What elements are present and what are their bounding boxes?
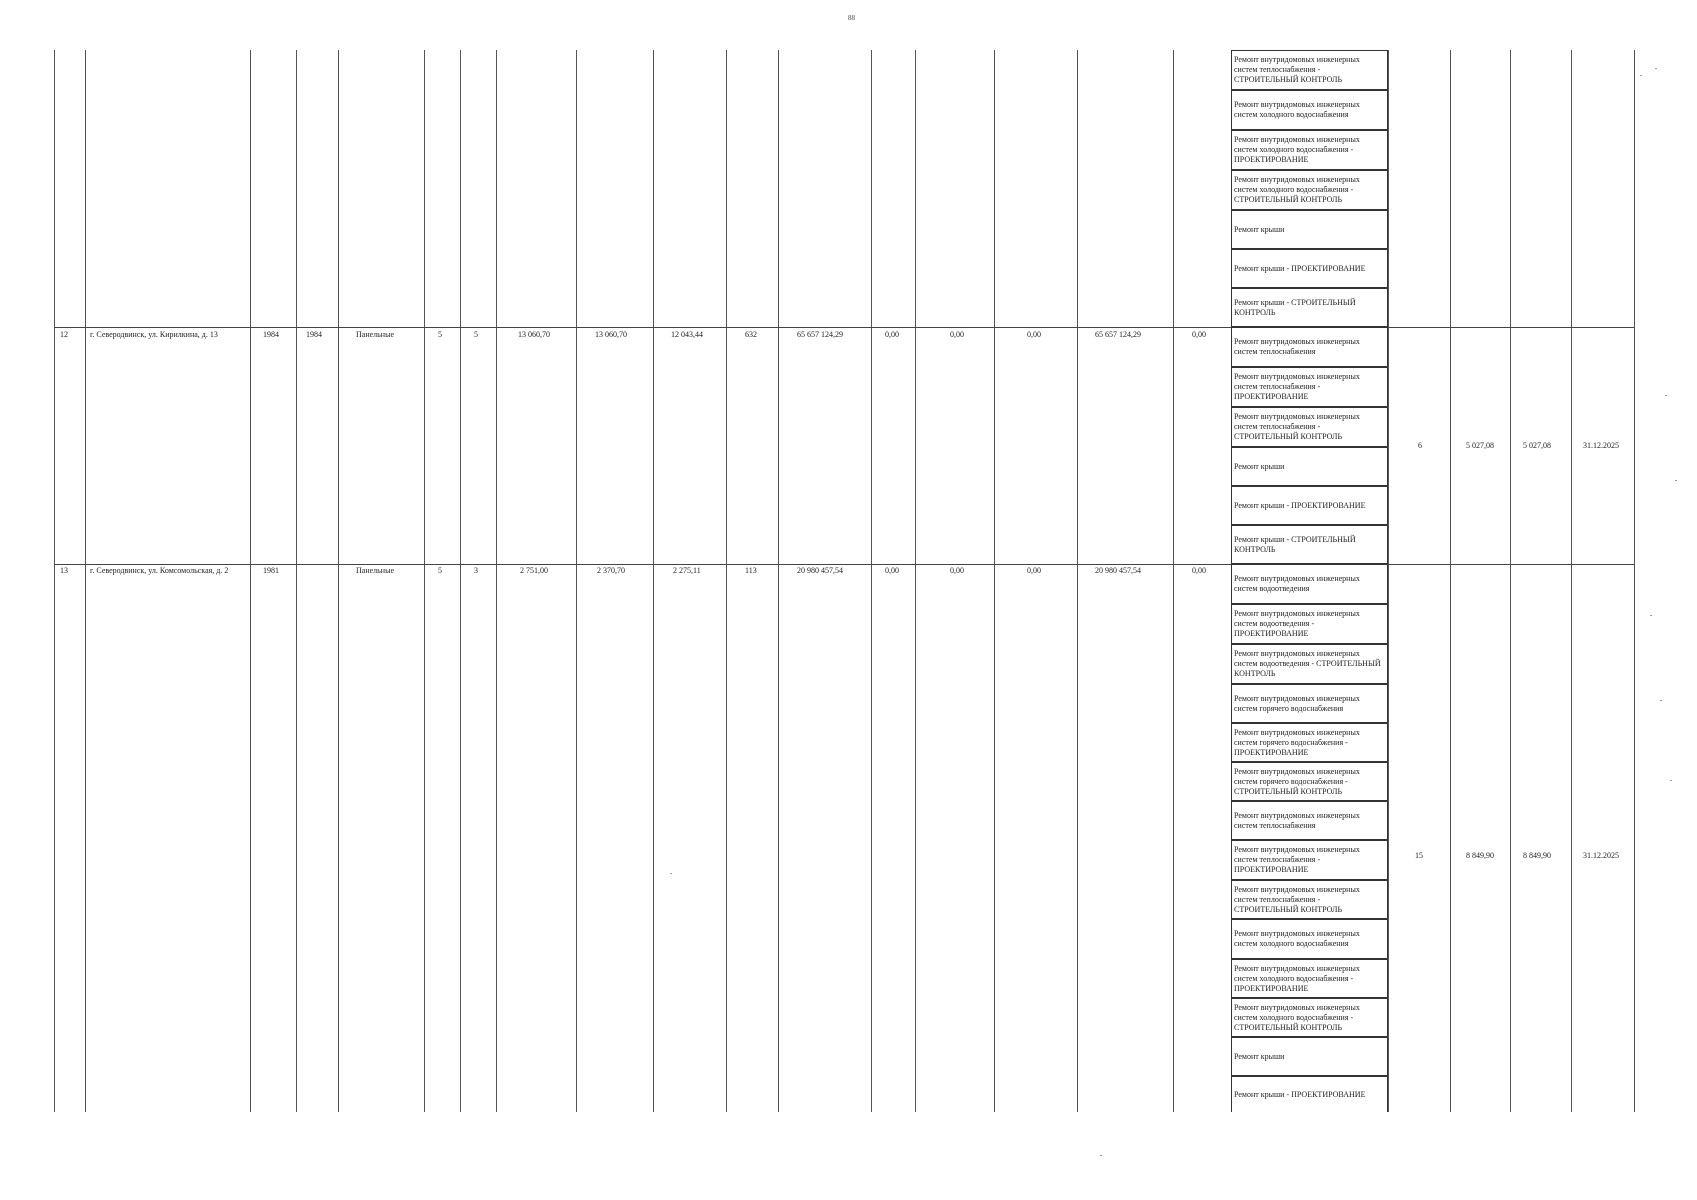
grid-line	[1450, 50, 1451, 1112]
grid-line	[54, 50, 55, 1112]
list-item: Ремонт крыши - ПРОЕКТИРОВАНИЕ	[1231, 1076, 1388, 1112]
year-built: 1984	[263, 330, 279, 339]
grid-line	[296, 50, 297, 1112]
fund-other: 0,00	[1192, 566, 1206, 575]
list-item: Ремонт крыши - СТРОИТЕЛЬНЫЙ КОНТРОЛЬ	[1231, 525, 1388, 564]
row-number: 13	[60, 566, 68, 575]
fund-other: 0,00	[1192, 330, 1206, 339]
list-item: Ремонт внутридомовых инженерных систем теплоснабжения	[1231, 327, 1388, 367]
grid-line	[1388, 50, 1389, 1112]
residents: 632	[745, 330, 757, 339]
residents: 113	[745, 566, 757, 575]
grid-line	[576, 50, 577, 1112]
grid-line	[1571, 50, 1572, 1112]
list-item: Ремонт внутридомовых инженерных систем горячего водоснабжения - ПРОЕКТИРОВАНИЕ	[1231, 723, 1388, 762]
unit-cost: 5 027,08	[1466, 441, 1494, 450]
address: г. Северодвинск, ул. Комсомольская, д. 2	[90, 566, 229, 575]
cost-total: 20 980 457,54	[797, 566, 843, 575]
residential-area: 2 275,11	[673, 566, 701, 575]
floors: 5	[438, 330, 442, 339]
cost-total: 65 657 124,29	[797, 330, 843, 339]
list-item: Ремонт внутридомовых инженерных систем водоотведения - СТРОИТЕЛЬНЫЙ КОНТРОЛЬ	[1231, 644, 1388, 684]
list-item: Ремонт внутридомовых инженерных систем теплоснабжения - ПРОЕКТИРОВАНИЕ	[1231, 367, 1388, 407]
scan-speck	[1650, 615, 1652, 616]
list-item: Ремонт внутридомовых инженерных систем водоотведения - ПРОЕКТИРОВАНИЕ	[1231, 604, 1388, 644]
grid-line	[871, 50, 872, 1112]
grid-line	[726, 50, 727, 1112]
deadline: 31.12.2025	[1583, 441, 1619, 450]
grid-line	[994, 50, 995, 1112]
list-item: Ремонт крыши - ПРОЕКТИРОВАНИЕ	[1231, 249, 1388, 288]
scan-speck	[670, 873, 672, 874]
wall-material: Панельные	[356, 330, 395, 339]
unit-cost-limit: 5 027,08	[1523, 441, 1551, 450]
list-item: Ремонт внутридомовых инженерных систем холодного водоснабжения	[1231, 919, 1388, 959]
grid-line	[653, 50, 654, 1112]
fund-local: 0,00	[1027, 330, 1041, 339]
total-area: 13 060,70	[518, 330, 550, 339]
fund-owners: 20 980 457,54	[1095, 566, 1141, 575]
total-area: 2 751,00	[520, 566, 548, 575]
list-item: Ремонт внутридомовых инженерных систем холодного водоснабжения - СТРОИТЕЛЬНЫЙ КОНТРОЛЬ	[1231, 170, 1388, 210]
grid-line	[1077, 50, 1078, 1112]
list-item: Ремонт крыши - ПРОЕКТИРОВАНИЕ	[1231, 486, 1388, 525]
list-item: Ремонт крыши - СТРОИТЕЛЬНЫЙ КОНТРОЛЬ	[1231, 288, 1388, 327]
grid-line	[1173, 50, 1174, 1112]
living-area: 2 370,70	[597, 566, 625, 575]
year-overhaul: 1984	[306, 330, 322, 339]
fund-regional: 0,00	[950, 330, 964, 339]
scan-speck	[1655, 68, 1657, 69]
scan-speck	[1640, 75, 1642, 76]
grid-line	[250, 50, 251, 1112]
list-item: Ремонт внутридомовых инженерных систем горячего водоснабжения - СТРОИТЕЛЬНЫЙ КОНТРОЛЬ	[1231, 762, 1388, 801]
list-item: Ремонт крыши	[1231, 210, 1388, 249]
row-divider	[54, 564, 1634, 565]
deadline: 31.12.2025	[1583, 851, 1619, 860]
list-item: Ремонт крыши	[1231, 447, 1388, 486]
fund-local: 0,00	[1027, 566, 1041, 575]
fund-owners: 65 657 124,29	[1095, 330, 1141, 339]
wall-material: Панельные	[356, 566, 395, 575]
scan-speck	[1100, 1155, 1102, 1156]
list-item: Ремонт внутридомовых инженерных систем теплоснабжения - СТРОИТЕЛЬНЫЙ КОНТРОЛЬ	[1231, 50, 1388, 90]
grid-line	[496, 50, 497, 1112]
fund-regional: 0,00	[950, 566, 964, 575]
entrances: 5	[474, 330, 478, 339]
works-count: 6	[1418, 441, 1422, 450]
page-number: 88	[848, 14, 855, 22]
works-count: 15	[1415, 851, 1423, 860]
entrances: 3	[474, 566, 478, 575]
list-item: Ремонт внутридомовых инженерных систем теплоснабжения - ПРОЕКТИРОВАНИЕ	[1231, 840, 1388, 880]
row-number: 12	[60, 330, 68, 339]
scan-speck	[1665, 395, 1667, 396]
year-built: 1981	[263, 566, 279, 575]
list-item: Ремонт внутридомовых инженерных систем холодного водоснабжения	[1231, 90, 1388, 130]
grid-line	[1510, 50, 1511, 1112]
grid-line	[424, 50, 425, 1112]
list-item: Ремонт внутридомовых инженерных систем холодного водоснабжения - ПРОЕКТИРОВАНИЕ	[1231, 959, 1388, 998]
scan-speck	[1670, 780, 1672, 781]
grid-line	[1634, 50, 1635, 1112]
grid-line	[85, 50, 86, 1112]
living-area: 13 060,70	[595, 330, 627, 339]
grid-line	[338, 50, 339, 1112]
list-item: Ремонт внутридомовых инженерных систем холодного водоснабжения - ПРОЕКТИРОВАНИЕ	[1231, 130, 1388, 170]
fund-federal: 0,00	[885, 330, 899, 339]
grid-line	[460, 50, 461, 1112]
row-divider	[54, 327, 1634, 328]
unit-cost-limit: 8 849,90	[1523, 851, 1551, 860]
list-item: Ремонт внутридомовых инженерных систем холодного водоснабжения - СТРОИТЕЛЬНЫЙ КОНТРОЛЬ	[1231, 998, 1388, 1037]
list-item: Ремонт внутридомовых инженерных систем теплоснабжения	[1231, 801, 1388, 840]
scan-speck	[1660, 700, 1662, 701]
grid-line	[915, 50, 916, 1112]
list-item: Ремонт внутридомовых инженерных систем теплоснабжения - СТРОИТЕЛЬНЫЙ КОНТРОЛЬ	[1231, 880, 1388, 919]
floors: 5	[438, 566, 442, 575]
scan-speck	[1675, 480, 1677, 481]
list-item: Ремонт крыши	[1231, 1037, 1388, 1076]
address: г. Северодвинск, ул. Кирилкина, д. 13	[90, 330, 218, 339]
fund-federal: 0,00	[885, 566, 899, 575]
list-item: Ремонт внутридомовых инженерных систем теплоснабжения - СТРОИТЕЛЬНЫЙ КОНТРОЛЬ	[1231, 407, 1388, 447]
grid-line	[778, 50, 779, 1112]
unit-cost: 8 849,90	[1466, 851, 1494, 860]
list-item: Ремонт внутридомовых инженерных систем водоотведения	[1231, 564, 1388, 604]
residential-area: 12 043,44	[671, 330, 703, 339]
list-item: Ремонт внутридомовых инженерных систем горячего водоснабжения	[1231, 684, 1388, 723]
